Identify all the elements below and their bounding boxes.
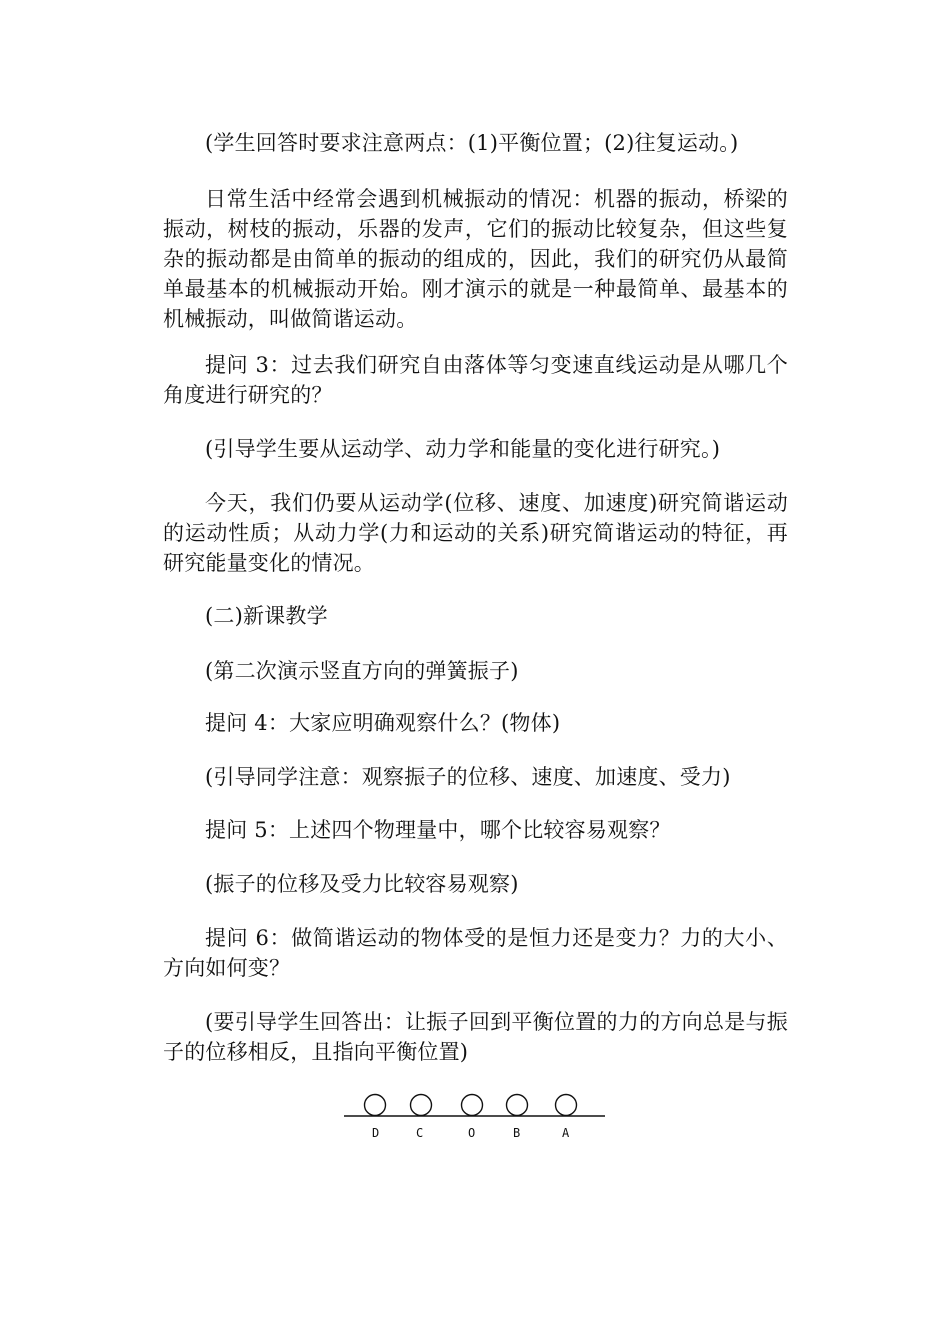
ball-a bbox=[556, 1095, 577, 1116]
paragraph-mechanical-vibration: 日常生活中经常会遇到机械振动的情况：机器的振动，桥梁的振动，树枝的振动，乐器的发声，它们的振动比较复杂，但这些复杂的振动都是由简单的振动的组成的，因此，我们的研究仍从最简单最基本的机械振动开始。刚才演示的就是一种最简单、最基本的机械振动，叫做简谐运动。 bbox=[163, 187, 788, 331]
paragraph-guide-answer: (要引导学生回答出：让振子回到平衡位置的力的方向总是与振子的位移相反，且指向平衡位置) bbox=[163, 1010, 788, 1064]
paragraph-easy-observe: (振子的位移及受力比较容易观察) bbox=[205, 872, 519, 896]
ball-o bbox=[462, 1095, 483, 1116]
paragraph-question-3: 提问 3：过去我们研究自由落体等匀变速直线运动是从哪几个角度进行研究的？ bbox=[163, 353, 788, 407]
label-a: A bbox=[562, 1126, 570, 1140]
paragraph-second-demo: (第二次演示竖直方向的弹簧振子) bbox=[205, 659, 519, 683]
label-d: D bbox=[372, 1126, 380, 1140]
paragraph-guide-observe: (引导同学注意：观察振子的位移、速度、加速度、受力) bbox=[205, 765, 731, 789]
oscillator-diagram bbox=[330, 1088, 620, 1148]
paragraph-question-5: 提问 5：上述四个物理量中，哪个比较容易观察？ bbox=[205, 818, 671, 842]
paragraph-student-answer-note: (学生回答时要求注意两点：(1)平衡位置；(2)往复运动。) bbox=[205, 131, 739, 155]
ball-b bbox=[507, 1095, 528, 1116]
paragraph-today-research: 今天，我们仍要从运动学(位移、速度、加速度)研究简谐运动的运动性质；从动力学(力和运动的关系)研究简谐运动的特征，再研究能量变化的情况。 bbox=[163, 491, 788, 575]
label-c: C bbox=[416, 1126, 424, 1140]
ball-c bbox=[411, 1095, 432, 1116]
label-b: B bbox=[513, 1126, 521, 1140]
paragraph-guide-research: (引导学生要从运动学、动力学和能量的变化进行研究。) bbox=[205, 437, 721, 461]
paragraph-question-6: 提问 6：做简谐运动的物体受的是恒力还是变力？力的大小、方向如何变？ bbox=[163, 926, 788, 980]
section-heading-new-lesson: (二)新课教学 bbox=[205, 604, 328, 628]
oscillator-positions-figure bbox=[330, 1088, 620, 1148]
ball-d bbox=[365, 1095, 386, 1116]
label-o: O bbox=[468, 1126, 476, 1140]
paragraph-question-4: 提问 4：大家应明确观察什么？(物体) bbox=[205, 711, 561, 735]
